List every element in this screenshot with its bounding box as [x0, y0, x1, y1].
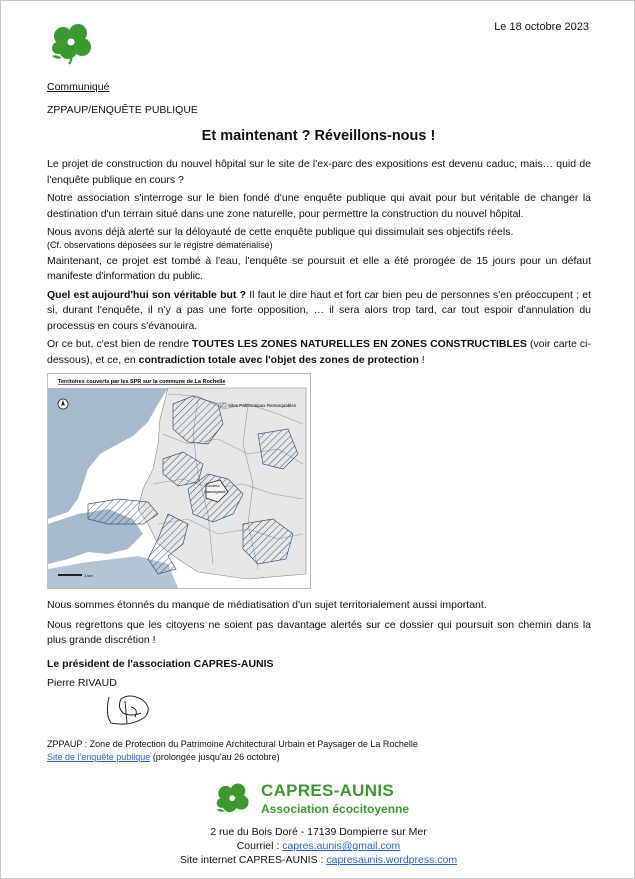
- spr-map: [47, 373, 311, 589]
- svg-text:1 km: 1 km: [84, 573, 93, 578]
- subject-reference: ZPPAUP/ENQUÊTE PUBLIQUE: [47, 104, 198, 116]
- website-link[interactable]: capresaunis.wordpress.com: [326, 854, 458, 866]
- handwritten-signature: [101, 687, 165, 729]
- contact-site-line: Site internet CAPRES-AUNIS : capresaunis.wordpress.com: [179, 854, 458, 866]
- signatory-role: Le président de l'association CAPRES-AUNIS: [47, 658, 274, 670]
- clover-flower-icon: [211, 781, 255, 817]
- map-label: Sauvegardé: [204, 489, 226, 494]
- paragraph: Nous avons déjà alerté sur la déloyauté de cette enquête publique qui dissimulait ses objectifs réels.: [47, 226, 514, 238]
- page-title: Et maintenant ? Réveillons-nous !: [201, 128, 436, 144]
- north-arrow-icon: [58, 399, 68, 409]
- letter-body: [47, 157, 591, 371]
- brand-block: [211, 781, 431, 821]
- paragraph: Le projet de construction du nouvel hôpital sur le site de l'ex-parc des expositions est devenu caduc, mais… quid de l'enquête publique en cours ?: [47, 158, 591, 186]
- paragraph: Quel est aujourd'hui son véritable but ? Il faut le dire haut et fort car bien peu de personnes s'en préoccupent ; et si, durant l'enquête, il n'y a pas une forte opposition, … il sera alors trop tard, car tout espoir d'annulation du processus en cours s'évanouira.: [47, 288, 591, 332]
- paragraph-note: (Cf. observations déposées sur le registre dématérialisé): [47, 239, 273, 250]
- enquete-link[interactable]: Site de l'enquête publique: [47, 752, 151, 762]
- paragraph: Or ce but, c'est bien de rendre TOUTES LES ZONES NATURELLES EN ZONES CONSTRUCTIBLES (voir carte ci-dessous), et ce, en contradiction totale avec l'objet des zones de protection !: [47, 338, 591, 366]
- contact-email-line: Courriel : capres.aunis@gmail.com: [236, 840, 401, 852]
- clover-flower-icon: [47, 21, 97, 65]
- letter-body-after-map: [47, 598, 591, 653]
- footnote-link-line: Site de l'enquête publique (prolongée jusqu'au 26 octobre): [47, 752, 280, 762]
- paragraph: Maintenant, ce projet est tombé à l'eau, l'enquête se poursuit et elle a été prorogée de 15 jours pour un défaut manifeste d'information du public.: [47, 254, 591, 282]
- paragraph: Nous regrettons que les citoyens ne soient pas davantage alertés sur ce dossier qui poursuit son chemin dans la plus grande discrétion !: [47, 618, 591, 646]
- map-title: Territoires couverts par les SPR sur la commune de La Rochelle: [58, 379, 226, 385]
- signatory-name: Pierre RIVAUD: [47, 677, 117, 689]
- communique-label: Communiqué: [47, 81, 110, 93]
- letter-date: Le 18 octobre 2023: [494, 21, 589, 33]
- brand-subtitle: Association écocitoyenne: [261, 802, 410, 816]
- emphasis: contradiction totale avec l'objet des zones de protection: [138, 353, 419, 366]
- emphasis: TOUTES LES ZONES NATURELLES EN ZONES CONSTRUCTIBLES: [192, 338, 527, 350]
- paragraph: Notre association s'interroge sur le bien fondé d'une enquête publique qui avait pour but véritable de changer la destination d'un terrain situé dans une zone naturelle, pour permettre la construction du nouvel hôpital.: [47, 192, 591, 220]
- email-link[interactable]: capres.aunis@gmail.com: [282, 840, 401, 852]
- map-legend: Sites Patrimoniaux Remarquables: [228, 403, 297, 408]
- contact-address: 2 rue du Bois Doré - 17139 Dompierre sur Mer: [210, 826, 427, 838]
- paragraph: Nous sommes étonnés du manque de médiatisation d'un sujet territorialement aussi important.: [47, 599, 487, 611]
- map-graphic: [48, 374, 310, 588]
- footnote-definition: ZPPAUP : Zone de Protection du Patrimoine Architectural Urbain et Paysager de La Rochelle: [47, 739, 418, 749]
- map-label: Secteur: [206, 483, 220, 488]
- emphasis: Quel est aujourd'hui son véritable but ?: [47, 288, 247, 301]
- legend-swatch: [220, 403, 226, 407]
- brand-name: CAPRES-AUNIS: [261, 781, 395, 800]
